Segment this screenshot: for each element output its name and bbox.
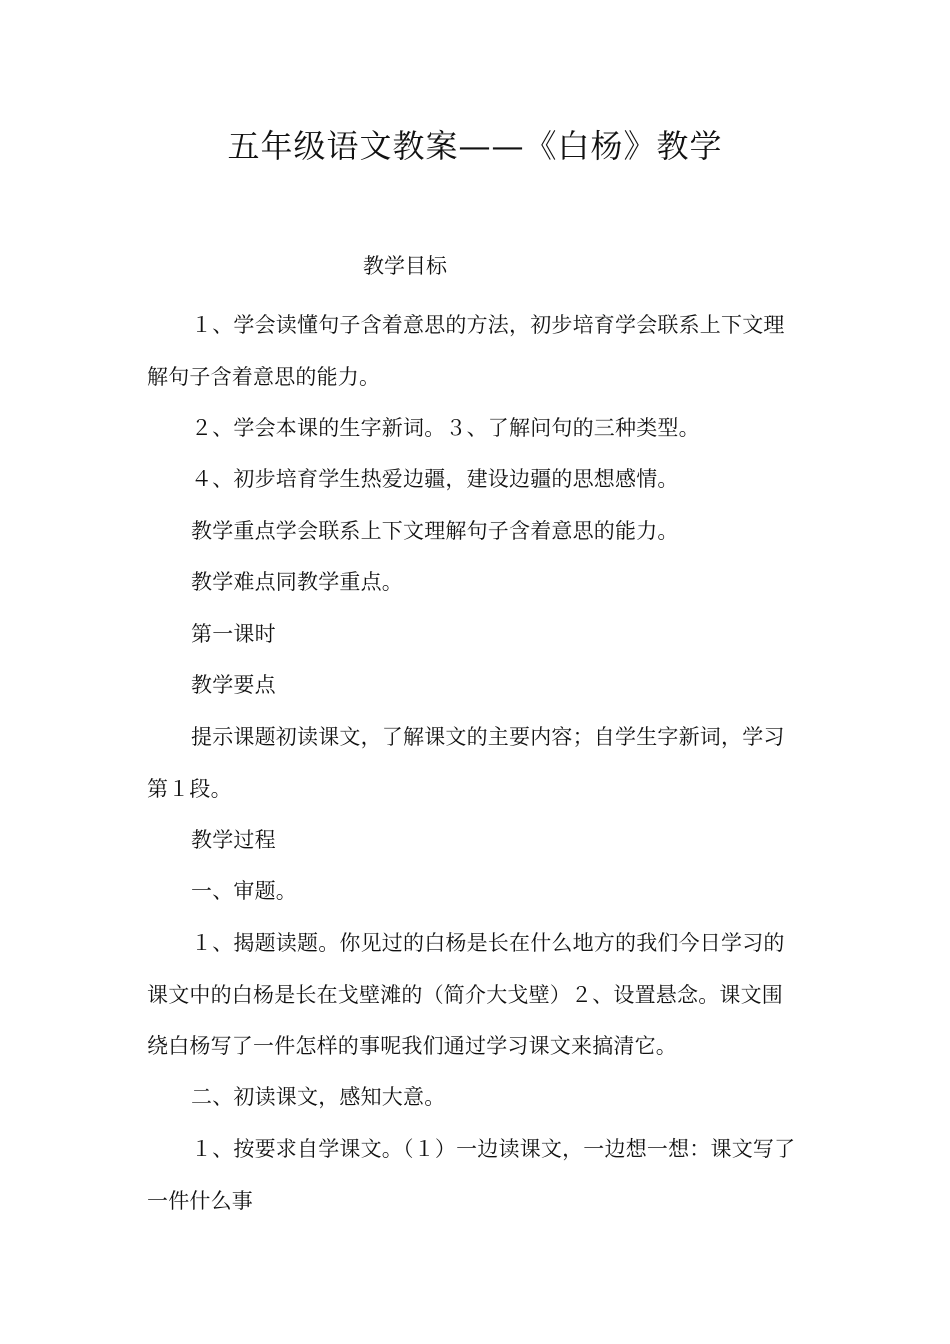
paragraph-section-one: 一、审题。 bbox=[191, 879, 297, 903]
paragraph-reveal-title: １、揭题读题。你见过的白杨是长在什么地方的我们今日学习的课文中的白杨是长在戈壁滩的（简介大戈壁）２、设置悬念。课文围绕白杨写了一件怎样的事呢我们通过学习课文来搞清它。 bbox=[147, 931, 785, 1058]
paragraph-teaching-points-heading: 教学要点 bbox=[191, 673, 276, 697]
document-title: 五年级语文教案——《白杨》教学 bbox=[227, 127, 723, 165]
paragraph-teaching-points: 提示课题初读课文，了解课文的主要内容；自学生字新词，学习第１段。 bbox=[147, 725, 785, 801]
paragraph-difficult-point: 教学难点同教学重点。 bbox=[191, 570, 403, 594]
paragraph-key-point: 教学重点学会联系上下文理解句子含着意思的能力。 bbox=[191, 519, 679, 543]
paragraph-self-study: １、按要求自学课文。（１）一边读课文，一边想一想：课文写了一件什么事 bbox=[147, 1137, 796, 1213]
paragraph-objective-4: ４、初步培育学生热爱边疆，建设边疆的思想感情。 bbox=[191, 467, 679, 491]
objectives-heading: 教学目标 bbox=[363, 254, 447, 278]
paragraph-objective-2-3: ２、学会本课的生字新词。３、了解问句的三种类型。 bbox=[191, 416, 700, 440]
paragraph-section-two: 二、初读课文，感知大意。 bbox=[191, 1085, 446, 1109]
paragraph-first-lesson: 第一课时 bbox=[191, 622, 276, 646]
paragraph-process-heading: 教学过程 bbox=[191, 828, 276, 852]
paragraph-objective-1: １、学会读懂句子含着意思的方法，初步培育学会联系上下文理解句子含着意思的能力。 bbox=[147, 313, 785, 389]
